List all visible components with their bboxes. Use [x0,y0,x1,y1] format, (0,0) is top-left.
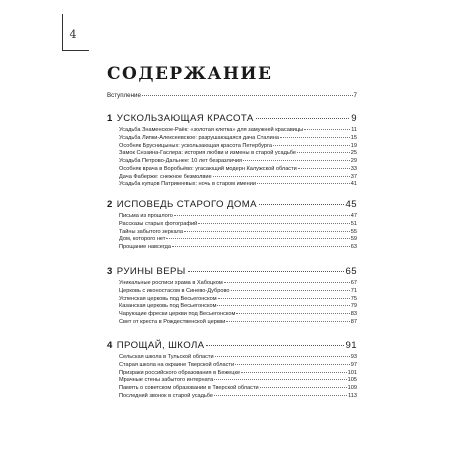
entry-page: 51 [350,220,357,227]
chapter-heading[interactable] [107,340,357,351]
chapter-title: ПРОЩАЙ, ШКОЛА [116,340,205,351]
toc-entry[interactable] [119,288,357,296]
dot-leader [273,145,350,146]
chapter-page: 45 [345,199,357,210]
toc-entry[interactable] [119,319,357,327]
toc-entry[interactable] [119,296,357,304]
entry-title: Последний звонок в старой усадьбе [119,392,214,399]
dot-leader [174,215,350,216]
entry-title: Старая школа на окраине Тверской области [119,361,235,368]
toc-entry[interactable] [119,385,357,393]
entry-title: Прощание навсегда [119,244,172,250]
entry-page: 101 [347,369,357,376]
toc-entry[interactable] [119,229,357,237]
entry-title: Сельская школа в Тульской области [119,354,214,360]
entry-title: Дача Фаберже: снежное безмолвие [119,173,212,180]
entry-title: Усадьба Липки-Алексеевское: разрушающаяся дача Сталина [119,134,280,141]
chapter-page: 9 [351,113,357,124]
entry-title: Мрачные стены забытого интерната [119,377,214,384]
entry-title: Тайны забытого зеркала [119,228,183,235]
chapter-page: 65 [345,266,357,277]
chapter-title: ИСПОВЕДЬ СТАРОГО ДОМА [116,199,257,210]
dot-leader [215,356,350,357]
entry-page: 71 [350,287,357,294]
page-title: СОДЕРЖАНИЕ [107,64,273,84]
chapter-heading[interactable] [107,199,357,210]
entry-page: 97 [350,361,357,368]
entry-title: Особняк Брусницыных: ускользающая красота Петербурга [119,142,273,149]
chapter-page: 91 [345,340,357,351]
toc-entry[interactable] [119,236,357,244]
chapter-items [119,354,357,401]
toc-entry[interactable] [119,213,357,221]
toc-entry[interactable] [119,370,357,378]
entry-title: Усадьба Петрово-Дальнее: 10 лет безразличия [119,158,243,164]
chapter-heading[interactable] [107,266,357,277]
toc-entry[interactable] [119,377,357,385]
dot-leader [257,183,350,184]
toc-entry[interactable] [119,280,357,288]
chapter-items [119,213,357,252]
entry-title: Церковь с иконостасом в Синево-Дуброво [119,287,230,294]
entry-page: 47 [350,213,357,219]
entry-page: 59 [350,236,357,243]
entry-title: Письма из прошлого [119,213,173,219]
toc-entry[interactable] [119,181,357,189]
toc-entry[interactable] [119,158,357,166]
entry-page: 67 [350,280,357,286]
chapter-section [107,340,357,401]
dot-leader [214,379,346,380]
dot-leader [217,305,349,306]
entry-page: 25 [350,150,357,157]
dot-leader [198,223,350,224]
chapter-items [119,280,357,327]
intro-page: 7 [353,92,357,99]
entry-title: Усадьба купцов Патрикеевых: ночь в старом имении [119,181,256,188]
entry-page: 109 [347,385,357,391]
dot-leader [188,271,344,272]
dot-leader [172,246,350,247]
chapter-heading[interactable] [107,113,357,124]
page-number-frame [62,14,89,51]
entry-page: 63 [350,244,357,250]
entry-page: 105 [347,377,357,384]
toc-entry[interactable] [119,393,357,401]
entry-page: 29 [350,158,357,164]
entry-page: 83 [350,311,357,317]
dot-leader [280,137,350,138]
dot-leader [142,95,353,96]
entry-page: 37 [350,173,357,180]
dot-leader [298,168,350,169]
toc-entry[interactable] [119,127,357,135]
chapter-number: 4 [107,340,113,351]
dot-leader [213,176,350,177]
dot-leader [224,282,350,283]
dot-leader [214,395,347,396]
entry-page: 75 [350,295,357,302]
dot-leader [231,290,350,291]
entry-title: Дом, которого нет [119,236,166,243]
toc-entry[interactable] [119,150,357,158]
page-number: 4 [69,28,77,41]
chapter-section [107,266,357,327]
toc-entry[interactable] [119,174,357,182]
entry-page: 79 [350,303,357,310]
dot-leader [226,321,349,322]
entry-page: 15 [350,134,357,141]
dot-leader [256,118,350,119]
dot-leader [184,231,350,232]
chapter-number: 3 [107,266,113,277]
dot-leader [241,372,347,373]
dot-leader [260,387,347,388]
entry-title: Казанская церковь под Весьегонском [119,303,217,310]
intro-title: Вступление [107,92,141,99]
entry-title: Память о советском образовании в Тверской области [119,385,259,391]
toc-intro-entry[interactable] [107,92,357,99]
entry-page: 33 [350,165,357,172]
chapter-items [119,127,357,189]
entry-title: Чарующие фрески церкви под Весьегонском [119,311,236,317]
dot-leader [166,238,349,239]
toc-entry[interactable] [119,354,357,362]
dot-leader [206,345,343,346]
dot-leader [304,129,350,130]
chapter-section [107,113,357,189]
entry-page: 93 [350,354,357,360]
dot-leader [297,152,350,153]
chapter-number: 1 [107,113,113,124]
chapter-title: УСКОЛЬЗАЮЩАЯ КРАСОТА [116,113,254,124]
entry-title: Уникальные росписи храма в Хабоцком [119,280,223,286]
entry-title: Рассказы старых фотографий [119,220,198,227]
toc-entry[interactable] [119,166,357,174]
chapter-number: 2 [107,199,113,210]
entry-title: Призраки российского образования в Бежецке [119,369,241,376]
entry-title: Успенская церковь под Весьегонском [119,295,217,302]
toc-entry[interactable] [119,135,357,143]
entry-page: 19 [350,142,357,149]
entry-page: 41 [350,181,357,188]
dot-leader [259,204,344,205]
entry-page: 55 [350,228,357,235]
toc-entry[interactable] [119,362,357,370]
entry-page: 113 [348,392,357,399]
toc-entry[interactable] [119,303,357,311]
chapter-section [107,199,357,252]
dot-leader [235,364,350,365]
dot-leader [218,298,350,299]
chapter-title: РУИНЫ ВЕРЫ [116,266,186,277]
entry-title: Особняк врача в Воробьёво: угасающий модерн Калужской области [119,165,297,172]
toc-entry[interactable] [119,311,357,319]
entry-title: Усадьба Знаменское-Раёк: «золотая клетка» для замужней красавицы [119,127,304,133]
entry-page: 11 [351,127,357,133]
entry-title: Свет от креста в Рождественской церкви [119,318,226,325]
entry-page: 87 [350,318,357,325]
dot-leader [243,160,350,161]
toc-entry[interactable] [119,221,357,229]
toc-entry[interactable] [119,244,357,252]
entry-title: Замок Снэзина-Гаслера: история любви и измены в старой усадьбе [119,150,297,157]
dot-leader [236,313,349,314]
